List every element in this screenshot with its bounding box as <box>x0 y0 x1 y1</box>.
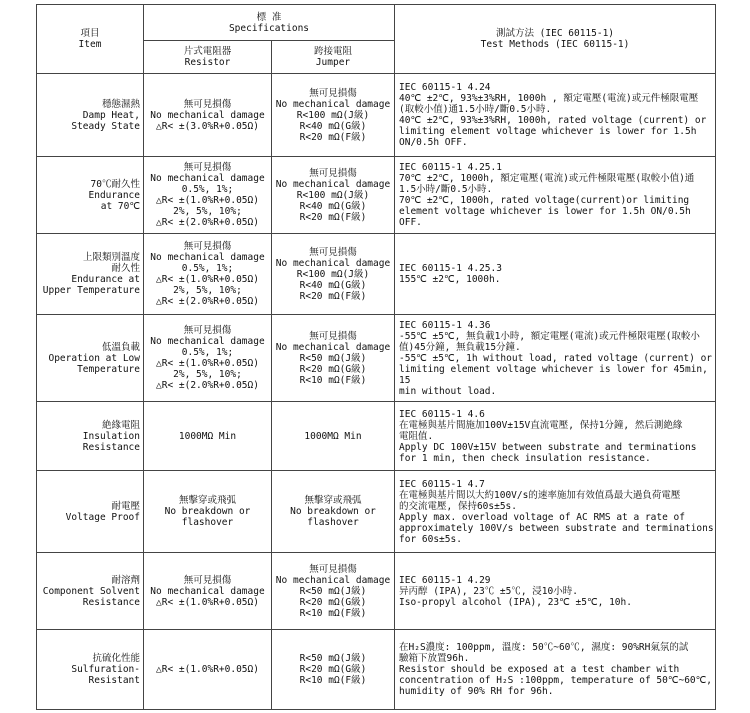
test-method-cell: IEC 60115-1 4.25.3 155℃ ±2℃, 1000h. <box>395 234 716 315</box>
test-method-cell: 在H₂S濃度: 100ppm, 溫度: 50℃~60℃, 濕度: 90%RH氣氛的試 驗箱下放置96h. Resistor should be exposed at a test chamber with concentration of H₂S :100ppm, temperature of 50℃~60℃, humidity of 90% RH for 96h. <box>395 630 716 710</box>
specifications-table <box>36 4 716 710</box>
item-cell: 70℃耐久性 Endurance at 70℃ <box>37 157 144 234</box>
specifications-header: 標 准 Specifications <box>144 5 395 41</box>
jumper-spec-cell: 無可見損傷 No mechanical damage R<100 mΩ(J級) R<40 mΩ(G級) R<20 mΩ(F級) <box>272 234 395 315</box>
table-row <box>37 234 716 315</box>
item-header: 項目 Item <box>37 5 144 74</box>
jumper-spec-cell: 無可見損傷 No mechanical damage R<50 mΩ(J級) R<20 mΩ(G級) R<10 mΩ(F級) <box>272 315 395 402</box>
item-cell: 絶緣電阻 Insulation Resistance <box>37 402 144 471</box>
resistor-spec-cell: 無可見損傷 No mechanical damage 0.5%, 1%; △R< ±(1.0%R+0.05Ω) 2%, 5%, 10%; △R< ±(2.0%R+0.05Ω) <box>144 234 272 315</box>
jumper-spec-cell: R<50 mΩ(J級) R<20 mΩ(G級) R<10 mΩ(F級) <box>272 630 395 710</box>
table-row <box>37 402 716 471</box>
item-cell: 抗硫化性能 Sulfuration- Resistant <box>37 630 144 710</box>
test-method-cell: IEC 60115-1 4.25.1 70℃ ±2℃, 1000h, 額定電壓(電流)或元件極限電壓(取較小值)通 1.5小時/斷0.5小時. 70℃ ±2℃, 1000h, rated voltage(current)or limiting element voltage whichever is lower for 1.5h ON/0.5h OFF. <box>395 157 716 234</box>
table-row <box>37 471 716 553</box>
item-cell: 耐電壓 Voltage Proof <box>37 471 144 553</box>
table-row <box>37 157 716 234</box>
jumper-spec-cell: 無擊穿或飛弧 No breakdown or flashover <box>272 471 395 553</box>
jumper-spec-cell: 無可見損傷 No mechanical damage R<100 mΩ(J級) R<40 mΩ(G級) R<20 mΩ(F級) <box>272 74 395 157</box>
table-row <box>37 553 716 630</box>
test-method-cell: IEC 60115-1 4.29 异丙醇 (IPA), 23℃ ±5℃, 浸10小時. Iso-propyl alcohol (IPA), 23℃ ±5℃, 10h. <box>395 553 716 630</box>
table-body <box>37 74 716 710</box>
resistor-spec-cell: 1000MΩ Min <box>144 402 272 471</box>
test-method-cell: IEC 60115-1 4.7 在電極與基片間以大約100V/s的速率施加有效值爲最大過負荷電壓 的交流電壓, 保持60s±5s. Apply max. overload voltage of AC RMS at a rate of approximately 100V/s between substrate and terminations for 60s±5s. <box>395 471 716 553</box>
resistor-spec-cell: 無可見損傷 No mechanical damage △R< ±(3.0%R+0.05Ω) <box>144 74 272 157</box>
jumper-spec-cell: 無可見損傷 No mechanical damage R<100 mΩ(J級) R<40 mΩ(G級) R<20 mΩ(F級) <box>272 157 395 234</box>
table-row <box>37 315 716 402</box>
jumper-header: 跨接電阻 Jumper <box>272 41 395 74</box>
table-row <box>37 630 716 710</box>
test-method-cell: IEC 60115-1 4.36 -55℃ ±5℃, 無負載1小時, 額定電壓(電流)或元件極限電壓(取較小 值)45分鐘, 無負載15分鐘. -55℃ ±5℃, 1h without load, rated voltage (current) or limiting element voltage whichever is lower for 45min, 15 min without load. <box>395 315 716 402</box>
resistor-spec-cell: 無擊穿或飛弧 No breakdown or flashover <box>144 471 272 553</box>
item-cell: 耐溶劑 Component Solvent Resistance <box>37 553 144 630</box>
jumper-spec-cell: 無可見損傷 No mechanical damage R<50 mΩ(J級) R<20 mΩ(G級) R<10 mΩ(F級) <box>272 553 395 630</box>
item-cell: 上限類別溫度 耐久性 Endurance at Upper Temperature <box>37 234 144 315</box>
resistor-spec-cell: 無可見損傷 No mechanical damage 0.5%, 1%; △R< ±(1.0%R+0.05Ω) 2%, 5%, 10%; △R< ±(2.0%R+0.05Ω) <box>144 315 272 402</box>
test-methods-header: 測試方法 (IEC 60115-1) Test Methods (IEC 60115-1) <box>395 5 716 74</box>
item-cell: 低溫負載 Operation at Low Temperature <box>37 315 144 402</box>
resistor-spec-cell: △R< ±(1.0%R+0.05Ω) <box>144 630 272 710</box>
jumper-spec-cell: 1000MΩ Min <box>272 402 395 471</box>
resistor-header: 片式電阻器 Resistor <box>144 41 272 74</box>
resistor-spec-cell: 無可見損傷 No mechanical damage △R< ±(1.0%R+0.05Ω) <box>144 553 272 630</box>
resistor-spec-cell: 無可見損傷 No mechanical damage 0.5%, 1%; △R< ±(1.0%R+0.05Ω) 2%, 5%, 10%; △R< ±(2.0%R+0.05Ω) <box>144 157 272 234</box>
test-method-cell: IEC 60115-1 4.6 在電極與基片間施加100V±15V直流電壓, 保持1分鐘, 然后測絶緣 電阻值. Apply DC 100V±15V between substrate and terminations for 1 min, then check insulation resistance. <box>395 402 716 471</box>
test-method-cell: IEC 60115-1 4.24 40℃ ±2℃, 93%±3%RH, 1000h , 額定電壓(電流)或元件極限電壓 (取較小值)通1.5小時/斷0.5小時. 40℃ ±2℃, 93%±3%RH, 1000h, rated voltage (current) or limiting element voltage whichever is lower for 1.5h ON/0.5h OFF. <box>395 74 716 157</box>
item-cell: 穩態濕熱 Damp Heat, Steady State <box>37 74 144 157</box>
table-row <box>37 74 716 157</box>
